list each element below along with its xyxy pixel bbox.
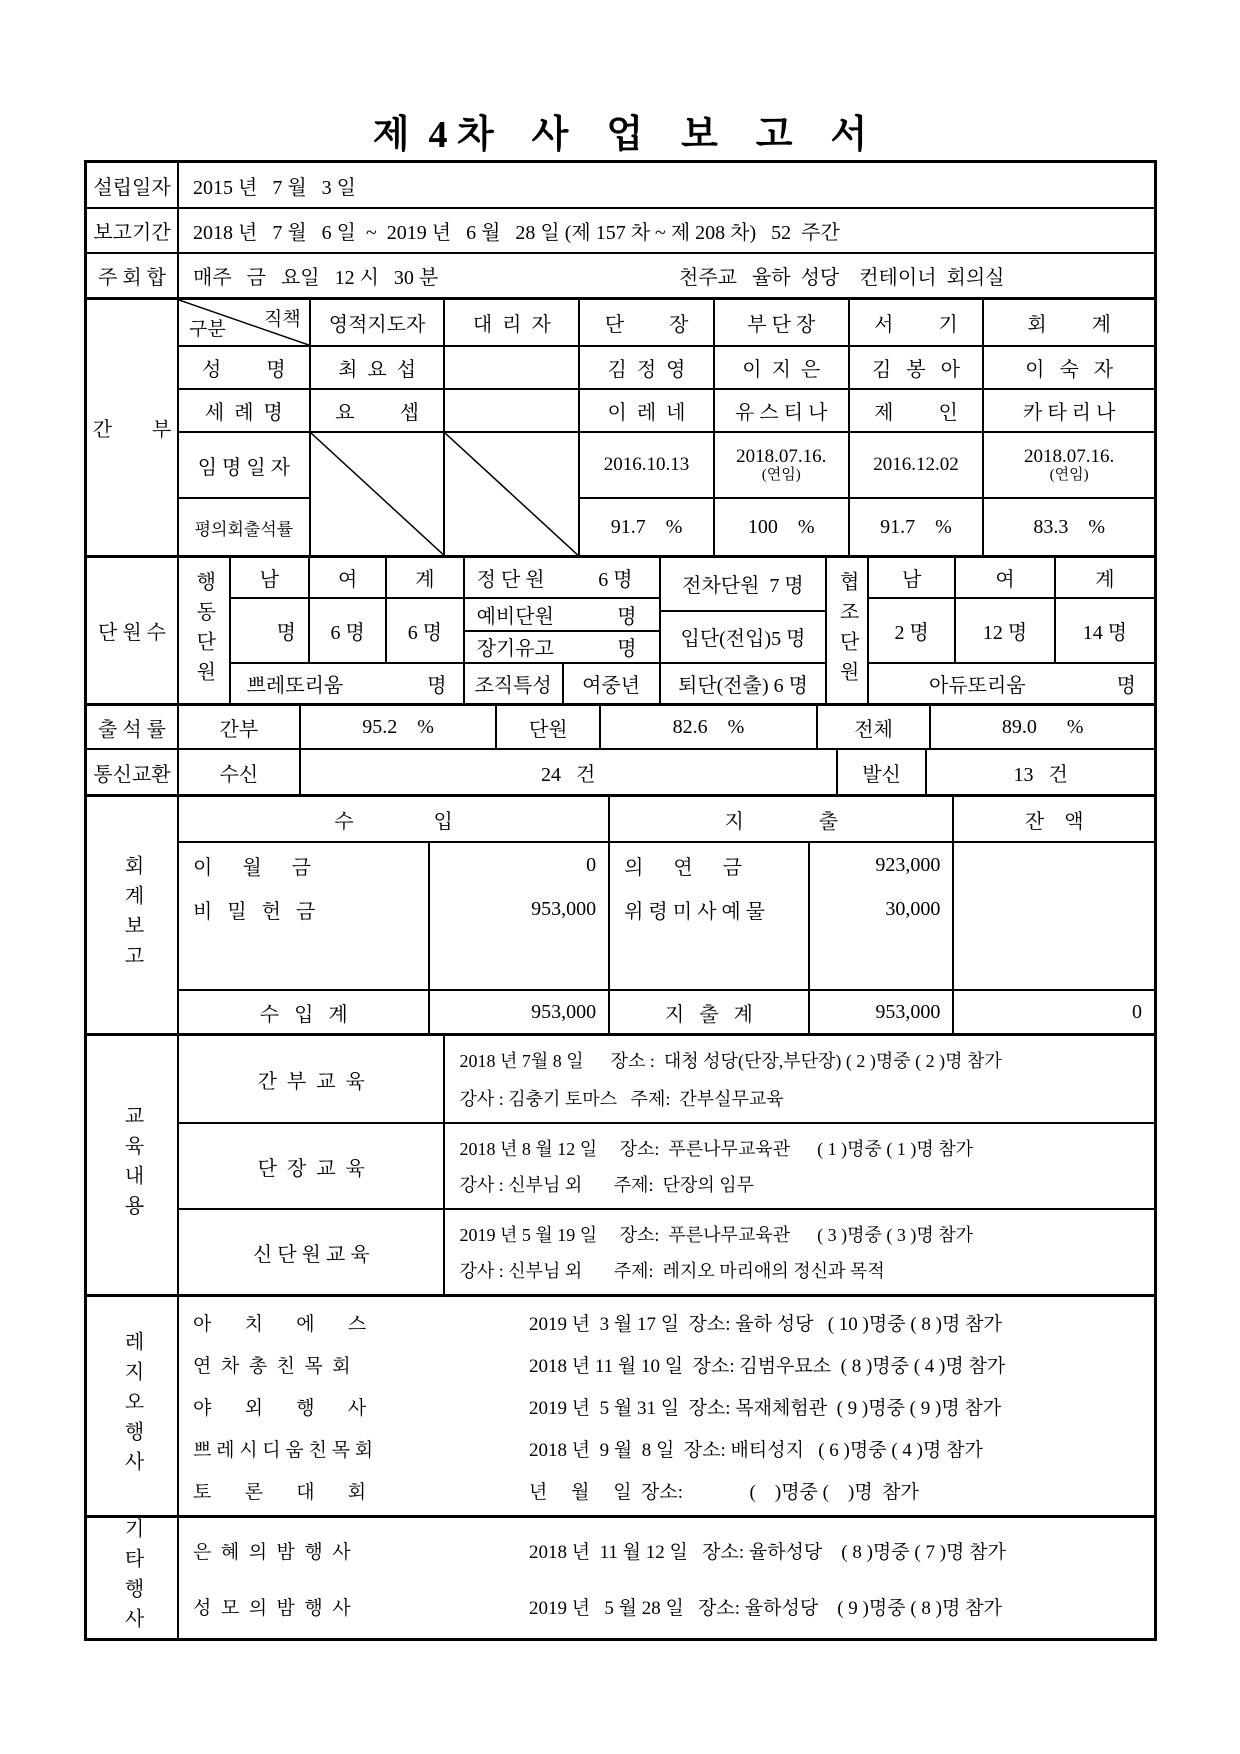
female-header: 여 bbox=[954, 558, 1053, 597]
officer-name: 김 봉 아 bbox=[848, 347, 983, 388]
legio-events-section bbox=[87, 1294, 1154, 1515]
reserve-members-cell: 예비단원 명 bbox=[465, 597, 659, 629]
balance-total-value: 0 bbox=[952, 991, 1154, 1033]
education-row bbox=[179, 1122, 1154, 1208]
finance-section bbox=[87, 794, 1154, 1033]
org-type-label: 조직특성 bbox=[474, 674, 552, 697]
income-header: 수 입 bbox=[334, 810, 453, 833]
member-att-value: 82.6 % bbox=[599, 706, 816, 748]
name-row-label: 성 명 bbox=[202, 359, 286, 381]
officer-name: 김 정 영 bbox=[578, 347, 713, 388]
received-value: 24 건 bbox=[299, 750, 836, 794]
event-name: 은 혜 의 밤 행 사 bbox=[193, 1541, 351, 1563]
baptismal-row-label: 세 례 명 bbox=[204, 402, 283, 424]
total-att-key: 전체 bbox=[816, 706, 930, 748]
founded-row bbox=[87, 163, 1154, 207]
income-item: 비 밀 헌 금 bbox=[193, 900, 316, 923]
period-row bbox=[87, 207, 1154, 252]
income-amount: 0 bbox=[586, 853, 597, 876]
officer-baptismal: 요 셉 bbox=[309, 390, 444, 431]
event-name: 연 차 총 친 목 회 bbox=[193, 1355, 351, 1377]
active-female-count: 6 명 bbox=[308, 599, 385, 662]
period-value: 2018 년 7 월 6 일 ~ 2019 년 6 월 28 일 (제 157 차 ~ 제 208 차) 52 주간 bbox=[193, 222, 840, 244]
event-detail: 2018 년 11 월 10 일 장소: 김범우묘소 ( 8 )명중 ( 4 )명 참가 bbox=[529, 1355, 1006, 1377]
received-key: 수신 bbox=[219, 763, 259, 786]
female-header: 여 bbox=[308, 558, 385, 597]
event-detail: 2019 년 3 월 17 일 장소: 율하 성당 ( 10 )명중 ( 8 )명 참가 bbox=[529, 1313, 1002, 1335]
education-row bbox=[179, 1208, 1154, 1294]
page-title: 제 4 차 사 업 보 고 서 bbox=[372, 114, 868, 156]
expense-amount: 923,000 bbox=[875, 853, 941, 876]
balance-amount bbox=[954, 843, 1154, 887]
diagonal-line bbox=[445, 433, 578, 555]
expense-item: 의 연 금 bbox=[624, 856, 743, 879]
officer-col-title: 대 리 자 bbox=[443, 300, 578, 345]
event-name: 아 치 에 스 bbox=[193, 1313, 367, 1335]
officer-col-title: 서 기 bbox=[848, 300, 983, 345]
comms-section bbox=[87, 748, 1154, 794]
education-label: 교육내용 bbox=[121, 1105, 143, 1225]
officers-label: 간 부 bbox=[92, 419, 172, 441]
officers-name-row bbox=[179, 345, 1154, 388]
total-header: 계 bbox=[385, 558, 462, 597]
event-name: 성 모 의 밤 행 사 bbox=[193, 1597, 351, 1619]
event-name: 쁘 레 시 디 움 친 목 회 bbox=[193, 1439, 374, 1461]
event-row bbox=[179, 1343, 1154, 1385]
education-detail-line2: 강사 : 신부님 외 주제: 단장의 임무 bbox=[459, 1175, 754, 1196]
officer-appointed: 2016.12.02 bbox=[873, 454, 959, 475]
education-detail-line2: 강사 : 신부님 외 주제: 레지오 마리애의 정신과 목적 bbox=[459, 1261, 885, 1282]
officer-col-title: 회 계 bbox=[982, 300, 1154, 345]
male-header: 남 bbox=[902, 569, 922, 592]
officer-attendance: 83.3 % bbox=[984, 497, 1154, 555]
officer-name: 최 요 섭 bbox=[309, 347, 444, 388]
event-row bbox=[179, 1385, 1154, 1427]
meeting-label: 주 회 합 bbox=[98, 267, 166, 289]
income-item: 이 월 금 bbox=[193, 856, 311, 879]
officer-attendance: 91.7 % bbox=[850, 497, 983, 555]
officers-date-att-band bbox=[179, 431, 1154, 555]
member-att-key: 단원 bbox=[495, 706, 599, 748]
corner-top-label: 직책 bbox=[264, 309, 301, 330]
attendance-label: 출 석 률 bbox=[98, 718, 166, 741]
event-detail: 2018 년 11 월 12 일 장소: 율하성당 ( 8 )명중 ( 7 )명 참가 bbox=[529, 1541, 1006, 1563]
education-detail-line1: 2018 년 8 월 12 일 장소: 푸른나무교육관 ( 1 )명중 ( 1 )명 참가 bbox=[459, 1138, 974, 1159]
corner-bottom-label: 구분 bbox=[189, 319, 226, 340]
male-header: 남 bbox=[259, 569, 279, 592]
balance-amount bbox=[954, 887, 1154, 931]
regular-members-cell: 정 단 원 6 명 bbox=[476, 569, 633, 592]
officer-baptismal: 유 스 티 나 bbox=[713, 390, 848, 431]
officer-attendance: 91.7 % bbox=[580, 497, 713, 555]
active-total-count: 6 명 bbox=[385, 599, 462, 662]
officer-col-title: 단 장 bbox=[578, 300, 713, 345]
officer-baptismal: 카 타 리 나 bbox=[982, 390, 1154, 431]
education-row bbox=[179, 1036, 1154, 1122]
balance-header: 잔 액 bbox=[952, 797, 1154, 841]
total-header: 계 bbox=[1054, 558, 1154, 597]
income-total-key: 수 입 계 bbox=[259, 1003, 348, 1026]
longterm-absent-cell: 장기유고 명 bbox=[465, 630, 659, 662]
event-detail: 2018 년 9 월 8 일 장소: 배티성지 ( 6 )명중 ( 4 )명 참가 bbox=[529, 1439, 983, 1461]
officer-att-value: 95.2 % bbox=[299, 706, 496, 748]
education-type: 간 부 교 육 bbox=[257, 1070, 365, 1093]
sent-key: 발신 bbox=[836, 750, 926, 794]
officer-appointed: 2016.10.13 bbox=[603, 454, 690, 475]
finance-body bbox=[179, 841, 1154, 989]
left-members-cell: 퇴단(전출) 6 명 bbox=[661, 662, 826, 703]
active-members-label: 행동단원 bbox=[192, 570, 215, 691]
comms-label: 통신교환 bbox=[93, 763, 171, 786]
adjutorium-cell: 아듀또리움 명 bbox=[869, 662, 1154, 703]
event-row bbox=[179, 1578, 1154, 1634]
event-row bbox=[179, 1301, 1154, 1343]
meeting-time: 매주 금 요일 12 시 30 분 bbox=[193, 267, 439, 289]
finance-total-row bbox=[179, 989, 1154, 1033]
officer-att-key: 간부 bbox=[219, 718, 259, 741]
joined-members-cell: 입단(전입)5 명 bbox=[661, 610, 826, 662]
income-amount: 953,000 bbox=[531, 897, 597, 920]
officer-col-title: 영적지도자 bbox=[309, 300, 444, 345]
diagonal-line bbox=[311, 433, 444, 555]
expense-amount: 30,000 bbox=[885, 897, 941, 920]
event-row bbox=[179, 1522, 1154, 1578]
meeting-row bbox=[87, 252, 1154, 297]
income-total-value: 953,000 bbox=[428, 991, 608, 1033]
prior-members-cell: 전차단원 7 명 bbox=[682, 575, 804, 598]
etc-events-label: 기타행사 bbox=[121, 1518, 143, 1638]
officer-col-title: 부 단 장 bbox=[713, 300, 848, 345]
period-label: 보고기간 bbox=[93, 222, 171, 244]
active-male-count: 명 bbox=[276, 622, 296, 644]
members-section bbox=[87, 555, 1154, 703]
expense-item: 위 령 미 사 예 물 bbox=[624, 900, 766, 923]
officer-na-cell bbox=[309, 433, 444, 555]
legio-events-label: 레지오행사 bbox=[121, 1331, 143, 1481]
assist-members-label: 협조단원 bbox=[825, 558, 867, 703]
total-att-value: 89.0 % bbox=[929, 706, 1154, 748]
officer-appointed: 2018.07.16. (연임) bbox=[1024, 446, 1115, 484]
date-row-label: 임 명 일 자 bbox=[197, 456, 290, 479]
expense-header: 지 출 bbox=[608, 797, 952, 841]
finance-label: 회계보고 bbox=[121, 855, 143, 975]
sent-value: 13 건 bbox=[925, 750, 1154, 794]
officer-appointed: 2018.07.16. (연임) bbox=[736, 446, 827, 484]
meeting-place: 천주교 율하 성당 컨테이너 회의실 bbox=[679, 267, 1005, 289]
report-table bbox=[84, 160, 1157, 1641]
officer-baptismal: 제 인 bbox=[848, 390, 983, 431]
assist-total-count: 14 명 bbox=[1054, 599, 1154, 662]
event-row bbox=[179, 1469, 1154, 1511]
org-type-value: 여중년 bbox=[562, 664, 659, 703]
praetorium-cell: 쁘레또리움 명 bbox=[231, 662, 463, 703]
officer-na-cell bbox=[443, 433, 578, 555]
education-type: 신 단 원 교 육 bbox=[252, 1243, 370, 1266]
education-detail-line1: 2018 년 7월 8 일 장소 : 대청 성당(단장,부단장) ( 2 )명중 ( 2 )명 참가 bbox=[459, 1051, 1002, 1072]
officer-attendance: 100 % bbox=[715, 497, 848, 555]
etc-events-section bbox=[87, 1515, 1154, 1638]
attendance-row-label: 평의회출석률 bbox=[179, 497, 309, 555]
officers-header-row bbox=[179, 300, 1154, 345]
officer-baptismal bbox=[443, 390, 578, 431]
expense-total-key: 지 출 계 bbox=[608, 991, 808, 1033]
founded-label: 설립일자 bbox=[93, 176, 171, 199]
expense-total-value: 953,000 bbox=[808, 991, 953, 1033]
attendance-section bbox=[87, 703, 1154, 748]
event-detail: 2019 년 5 월 28 일 장소: 율하성당 ( 9 )명중 ( 8 )명 참가 bbox=[529, 1597, 1002, 1619]
officers-section bbox=[87, 297, 1154, 555]
officer-baptismal: 이 레 네 bbox=[578, 390, 713, 431]
officer-name: 이 숙 자 bbox=[982, 347, 1154, 388]
members-label: 단 원 수 bbox=[98, 622, 166, 644]
education-detail-line1: 2019 년 5 월 19 일 장소: 푸른나무교육관 ( 3 )명중 ( 3 )명 참가 bbox=[459, 1224, 974, 1245]
event-name: 야 외 행 사 bbox=[193, 1397, 367, 1419]
education-detail-line2: 강사 : 김충기 토마스 주제: 간부실무교육 bbox=[459, 1088, 784, 1109]
assist-male-count: 2 명 bbox=[894, 622, 929, 644]
officer-name bbox=[443, 347, 578, 388]
education-section bbox=[87, 1033, 1154, 1294]
founded-value: 2015 년 7 월 3 일 bbox=[193, 176, 356, 199]
officer-name: 이 지 은 bbox=[713, 347, 848, 388]
education-type: 단 장 교 육 bbox=[257, 1157, 365, 1180]
finance-header-row bbox=[179, 797, 1154, 841]
officers-corner-cell bbox=[179, 300, 309, 345]
assist-female-count: 12 명 bbox=[954, 599, 1053, 662]
event-detail: 년 월 일 장소: ( )명중 ( )명 참가 bbox=[529, 1481, 919, 1503]
event-name: 토 론 대 회 bbox=[193, 1481, 367, 1503]
event-detail: 2019 년 5 월 31 일 장소: 목재체험관 ( 9 )명중 ( 9 )명 참가 bbox=[529, 1397, 1002, 1419]
officers-baptismal-row bbox=[179, 388, 1154, 431]
event-row bbox=[179, 1427, 1154, 1469]
